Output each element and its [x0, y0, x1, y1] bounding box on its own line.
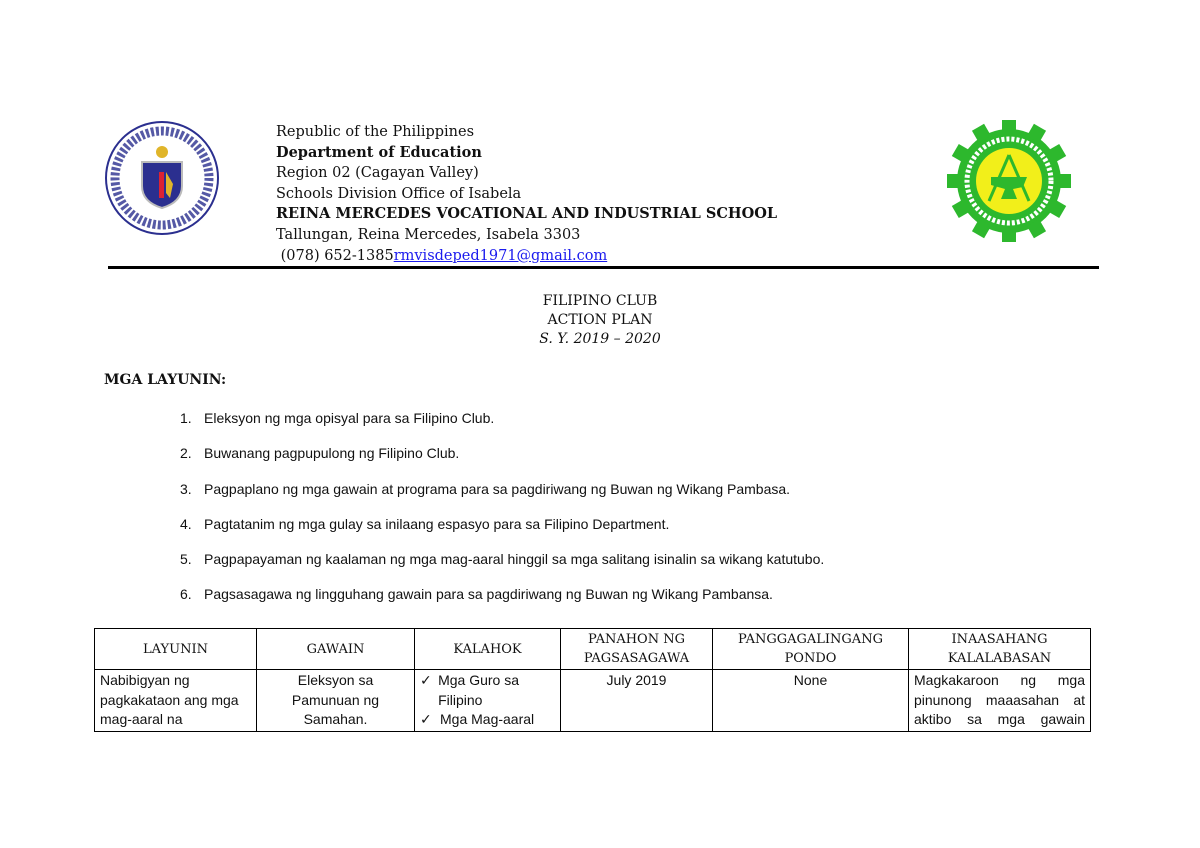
goal-text: Pagsasagawa ng lingguhang gawain para sa pagdiriwang ng Buwan ng Wikang Pambansa. — [204, 586, 773, 603]
checkmark-icon: ✓ — [420, 672, 432, 688]
goal-number: 4. — [180, 515, 192, 532]
goal-item — [180, 481, 824, 516]
participant: Mga Guro sa Filipino — [438, 672, 520, 708]
cell-pondo: None — [713, 670, 909, 732]
header-kalalabasan: INAASAHANG KALALABASAN — [909, 629, 1091, 670]
goal-text: Buwanang pagpupulong ng Filipino Club. — [204, 445, 460, 462]
goal-item — [180, 410, 824, 445]
cell-kalahok — [415, 670, 561, 732]
goal-item — [180, 586, 824, 621]
letterhead-republic: Republic of the Philippines — [276, 124, 475, 140]
goal-text: Pagtatanim ng mga gulay sa inilaang espasyo para sa Filipino Department. — [204, 515, 670, 532]
checkmark-icon: ✓ — [420, 711, 432, 727]
goal-text: Pagpaplano ng mga gawain at programa para sa pagdiriwang ng Buwan ng Wikang Pambasa. — [204, 480, 791, 497]
cell-layunin: Nabibigyan ng pagkakataon ang mga mag-aaral na — [95, 670, 257, 732]
goal-item — [180, 516, 824, 551]
header-gawain: GAWAIN — [257, 629, 415, 670]
goal-number: 5. — [180, 551, 192, 568]
title-club: FILIPINO CLUB — [542, 293, 658, 309]
header-divider — [108, 266, 1099, 269]
goal-number: 3. — [180, 480, 192, 497]
cell-kalalabasan: Magkakaroon ng mga pinunong maaasahan at aktibo sa mga gawain — [909, 670, 1091, 732]
goal-text: Eleksyon ng mga opisyal para sa Filipino Club. — [204, 410, 495, 426]
letterhead-school-name: REINA MERCEDES VOCATIONAL AND INDUSTRIAL SCHOOL — [276, 205, 778, 223]
letterhead — [276, 122, 777, 266]
header-panahon: PANAHON NG PAGSASAGAWA — [561, 629, 713, 670]
header-layunin: LAYUNIN — [95, 629, 257, 670]
action-plan-table — [94, 628, 1091, 732]
table-header-row — [95, 629, 1091, 670]
letterhead-phone: (078) 652-1385 — [280, 247, 394, 264]
header-kalahok: KALAHOK — [415, 629, 561, 670]
letterhead-email-link[interactable]: rmvisdeped1971@gmail.com — [393, 247, 608, 264]
cell-gawain: Eleksyon sa Pamunuan ng Samahan. — [257, 670, 415, 732]
goal-number: 1. — [180, 410, 192, 426]
goal-item — [180, 551, 824, 586]
goal-text: Pagpapayaman ng kaalaman ng mga mag-aaral hinggil sa mga salitang isinalin sa wikang katutubo. — [204, 551, 825, 568]
deped-seal-logo — [104, 120, 220, 236]
letterhead-division: Schools Division Office of Isabela — [276, 185, 522, 202]
title-doc: ACTION PLAN — [547, 312, 653, 328]
header-pondo: PANGGAGALINGANG PONDO — [713, 629, 909, 670]
goal-item — [180, 445, 824, 480]
goal-number: 6. — [180, 586, 192, 603]
letterhead-region: Region 02 (Cagayan Valley) — [276, 165, 479, 182]
rmvis-school-logo — [946, 120, 1072, 242]
letterhead-address: Tallungan, Reina Mercedes, Isabela 3303 — [276, 226, 581, 243]
letterhead-department: Department of Education — [276, 143, 482, 161]
goals-heading: MGA LAYUNIN: — [104, 372, 227, 388]
participant: Mga Mag-aaral — [440, 711, 535, 727]
goal-number: 2. — [180, 445, 192, 462]
cell-panahon: July 2019 — [561, 670, 713, 732]
title-school-year: S. Y. 2019 – 2020 — [539, 331, 661, 347]
table-row — [95, 670, 1091, 732]
goals-list — [180, 410, 824, 622]
document-title — [0, 292, 1200, 349]
